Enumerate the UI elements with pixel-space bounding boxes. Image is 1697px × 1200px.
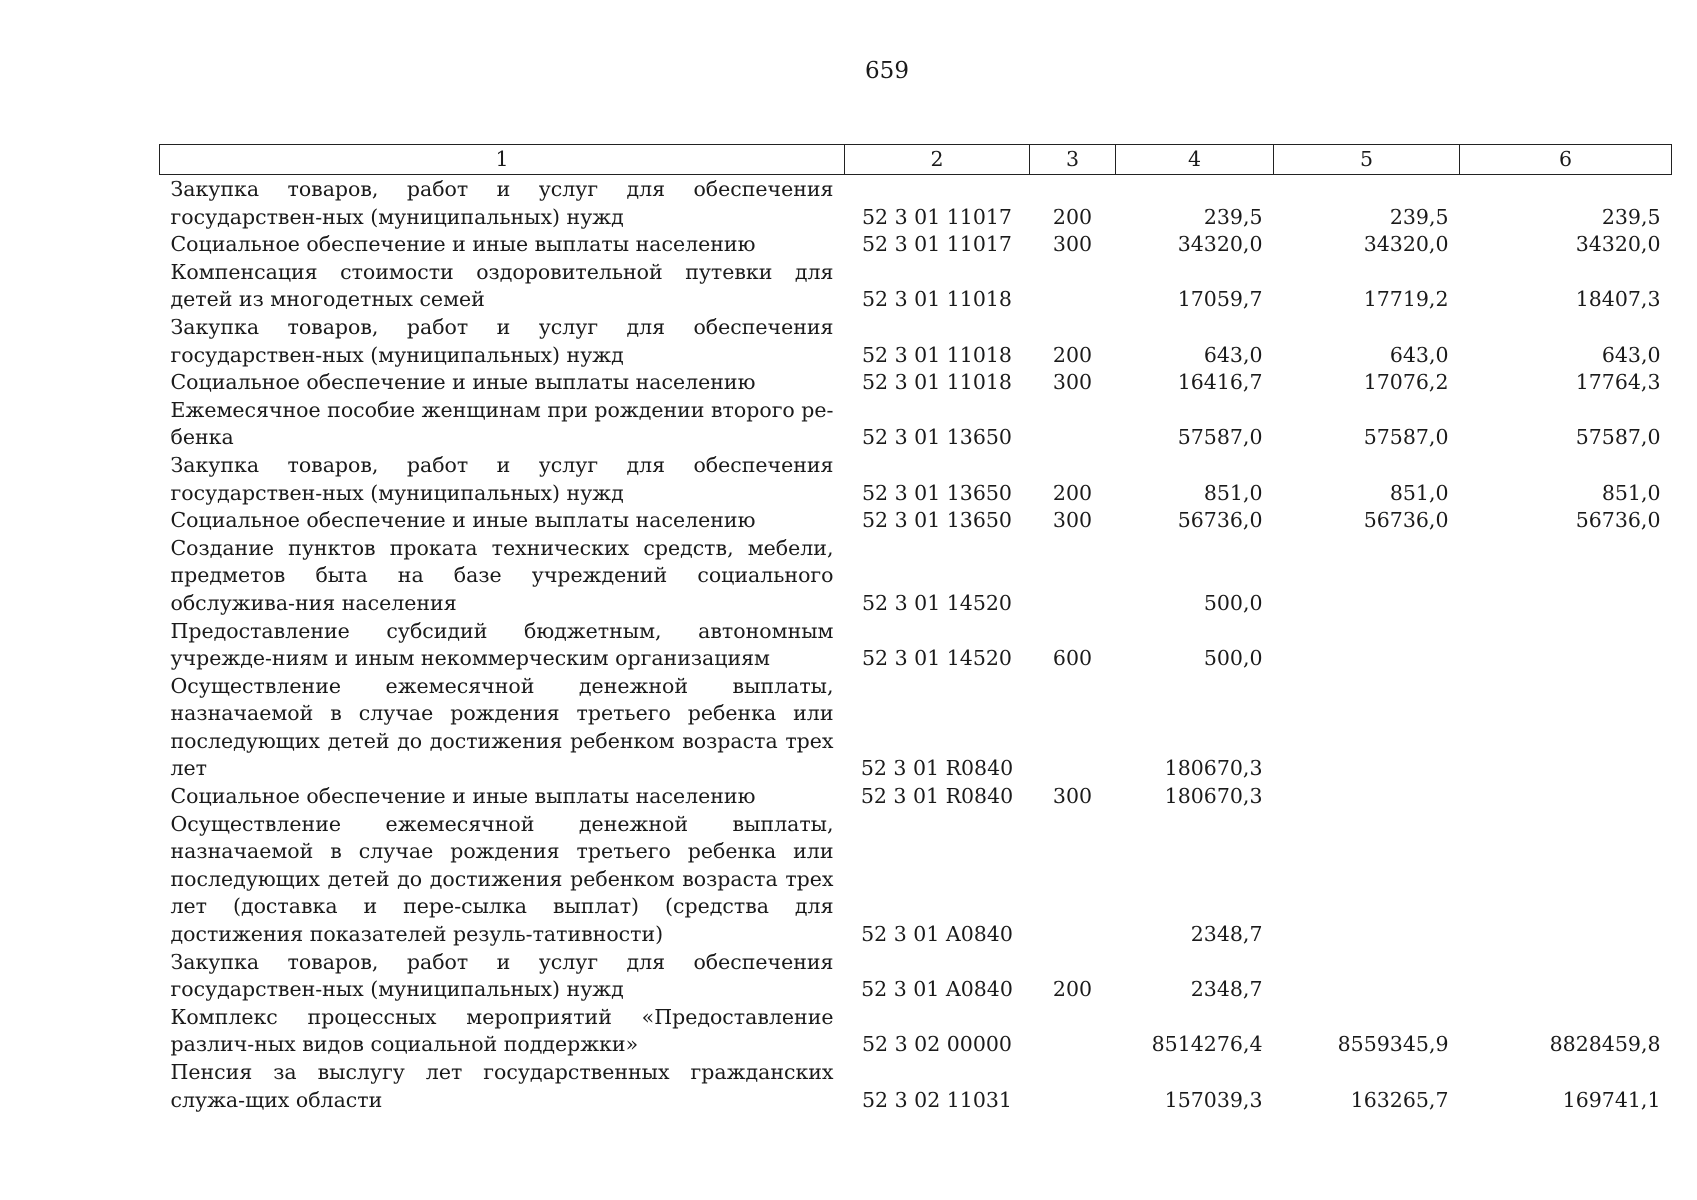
row-expense-type-cell [1030,397,1116,452]
row-value-col5-cell: 643,0 [1389,342,1449,367]
row-value-col5-cell: 8559345,9 [1337,1032,1449,1057]
row-value-col4-cell: 500,0 [1203,590,1263,615]
table-row [160,618,1672,673]
row-expense-type-cell: 200 [1052,342,1093,367]
table-row [160,452,1672,507]
row-code-cell: 52 3 01 11018 [862,342,1012,367]
column-header-1: 1 [160,145,845,175]
table-row [160,535,1672,618]
row-value-col5-cell: 57587,0 [1363,425,1449,450]
row-code-cell: 52 3 01 13650 [862,425,1012,450]
row-expense-type-cell: 200 [1052,204,1093,229]
row-name-cell: Ежемесячное пособие женщинам при рождении второго ре-бенка [170,397,834,450]
row-value-col6-cell: 169741,1 [1562,1087,1661,1112]
column-header-3: 3 [1030,145,1116,175]
row-name-cell: Осуществление ежемесячной денежной выплаты, назначаемой в случае рождения третьего ребенка или последующих детей до достижения ребенком возраста трех лет [170,673,834,781]
row-value-col6-cell: 34320,0 [1575,232,1661,257]
table-row [160,783,1672,811]
row-value-col6-cell [1460,811,1672,949]
row-value-col4-cell: 56736,0 [1177,508,1263,533]
row-expense-type-cell [1030,1004,1116,1059]
row-code-cell: 52 3 02 11031 [862,1087,1012,1112]
row-name-cell: Социальное обеспечение и иные выплаты населению [170,232,756,257]
row-name-cell: Пенсия за выслугу лет государственных гражданских служа-щих области [170,1060,834,1112]
table-row [160,1004,1672,1059]
row-value-col5-cell [1274,535,1460,618]
row-value-col6-cell [1460,535,1672,618]
row-value-col5-cell: 163265,7 [1350,1087,1449,1112]
row-value-col4-cell: 2348,7 [1190,977,1263,1002]
row-value-col4-cell: 57587,0 [1177,425,1263,450]
row-code-cell: 52 3 01 A0840 [861,977,1013,1002]
row-name-cell: Осуществление ежемесячной денежной выплаты, назначаемой в случае рождения третьего ребенка или последующих детей до достижения ребенком возраста трех лет (доставка и пере-сылка выплат) (средства для достижения показателей резуль-тативности) [170,811,834,947]
row-name-cell: Создание пунктов проката технических средств, мебели, предметов быта на базе учреждений социального обслужива-ния населения [170,535,834,615]
table-row [160,314,1672,369]
row-value-col4-cell: 16416,7 [1177,370,1263,395]
row-value-col4-cell: 500,0 [1203,646,1263,671]
row-name-cell: Компенсация стоимости оздоровительной путевки для детей из многодетных семей [170,259,834,312]
row-value-col5-cell: 851,0 [1389,480,1449,505]
row-value-col4-cell: 8514276,4 [1151,1032,1263,1057]
row-value-col5-cell [1274,618,1460,673]
row-code-cell: 52 3 01 14520 [862,590,1012,615]
row-value-col6-cell: 18407,3 [1575,287,1661,312]
row-expense-type-cell: 200 [1052,480,1093,505]
row-name-cell: Закупка товаров, работ и услуг для обеспечения государствен-ных (муниципальных) нужд [170,949,834,1002]
row-name-cell: Социальное обеспечение и иные выплаты населению [170,784,756,809]
row-code-cell: 52 3 01 R0840 [860,756,1014,781]
row-value-col4-cell: 17059,7 [1177,287,1263,312]
row-value-col4-cell: 239,5 [1203,204,1263,229]
row-name-cell: Комплекс процессных мероприятий «Предоставление различ-ных видов социальной поддержки» [170,1004,834,1057]
row-value-col5-cell: 34320,0 [1363,232,1449,257]
row-value-col5-cell [1274,811,1460,949]
row-code-cell: 52 3 01 11017 [862,232,1012,257]
row-expense-type-cell [1030,535,1116,618]
table-row [160,397,1672,452]
row-value-col6-cell: 56736,0 [1575,508,1661,533]
table-row [160,259,1672,314]
row-value-col6-cell [1460,673,1672,783]
row-code-cell: 52 3 01 R0840 [860,784,1014,809]
row-value-col5-cell: 17719,2 [1363,287,1449,312]
row-value-col5-cell: 56736,0 [1363,508,1449,533]
row-expense-type-cell: 300 [1052,508,1093,533]
row-expense-type-cell [1030,811,1116,949]
table-row [160,369,1672,397]
table-row [160,949,1672,1004]
row-value-col4-cell: 180670,3 [1164,756,1263,781]
page-number: 659 [865,58,909,84]
row-value-col5-cell [1274,949,1460,1004]
row-value-col4-cell: 157039,3 [1164,1087,1263,1112]
column-header-6: 6 [1460,145,1672,175]
row-code-cell: 52 3 01 13650 [862,508,1012,533]
row-code-cell: 52 3 01 14520 [862,646,1012,671]
row-value-col6-cell: 8828459,8 [1549,1032,1661,1057]
table-body [160,175,1672,1115]
table-row [160,175,1672,232]
row-expense-type-cell [1030,259,1116,314]
header-row [160,145,1672,175]
row-value-col5-cell [1274,783,1460,811]
row-value-col4-cell: 643,0 [1203,342,1263,367]
row-value-col4-cell: 180670,3 [1164,784,1263,809]
budget-table [159,144,1672,1114]
row-expense-type-cell: 300 [1052,232,1093,257]
row-code-cell: 52 3 01 11018 [862,287,1012,312]
row-expense-type-cell: 300 [1052,784,1093,809]
row-value-col5-cell: 17076,2 [1363,370,1449,395]
column-header-4: 4 [1116,145,1274,175]
row-value-col6-cell: 57587,0 [1575,425,1661,450]
row-value-col6-cell [1460,783,1672,811]
row-value-col5-cell [1274,673,1460,783]
row-expense-type-cell: 300 [1052,370,1093,395]
row-value-col4-cell: 34320,0 [1177,232,1263,257]
row-value-col5-cell: 239,5 [1389,204,1449,229]
row-name-cell: Социальное обеспечение и иные выплаты населению [170,508,756,533]
row-expense-type-cell: 200 [1052,977,1093,1002]
row-name-cell: Закупка товаров, работ и услуг для обеспечения государствен-ных (муниципальных) нужд [170,177,834,229]
table-row [160,811,1672,949]
row-value-col4-cell: 851,0 [1203,480,1263,505]
table-row [160,1059,1672,1114]
row-value-col6-cell [1460,618,1672,673]
row-value-col6-cell: 643,0 [1601,342,1661,367]
row-name-cell: Закупка товаров, работ и услуг для обеспечения государствен-ных (муниципальных) нужд [170,314,834,367]
row-value-col6-cell: 17764,3 [1575,370,1661,395]
row-name-cell: Закупка товаров, работ и услуг для обеспечения государствен-ных (муниципальных) нужд [170,452,834,505]
table-row [160,673,1672,783]
column-header-5: 5 [1274,145,1460,175]
table-row [160,507,1672,535]
row-expense-type-cell: 600 [1052,646,1093,671]
row-expense-type-cell [1030,1059,1116,1114]
row-value-col6-cell: 239,5 [1601,204,1661,229]
row-value-col6-cell [1460,949,1672,1004]
row-name-cell: Социальное обеспечение и иные выплаты населению [170,370,756,395]
row-value-col6-cell: 851,0 [1601,480,1661,505]
column-header-2: 2 [845,145,1030,175]
row-code-cell: 52 3 01 A0840 [861,922,1013,947]
row-code-cell: 52 3 01 11017 [862,204,1012,229]
row-name-cell: Предоставление субсидий бюджетным, автономным учрежде-ниям и иным некоммерческим организациям [170,618,834,671]
row-code-cell: 52 3 01 13650 [862,480,1012,505]
row-expense-type-cell [1030,673,1116,783]
row-code-cell: 52 3 02 00000 [862,1032,1012,1057]
row-value-col4-cell: 2348,7 [1190,922,1263,947]
row-code-cell: 52 3 01 11018 [862,370,1012,395]
table-row [160,231,1672,259]
